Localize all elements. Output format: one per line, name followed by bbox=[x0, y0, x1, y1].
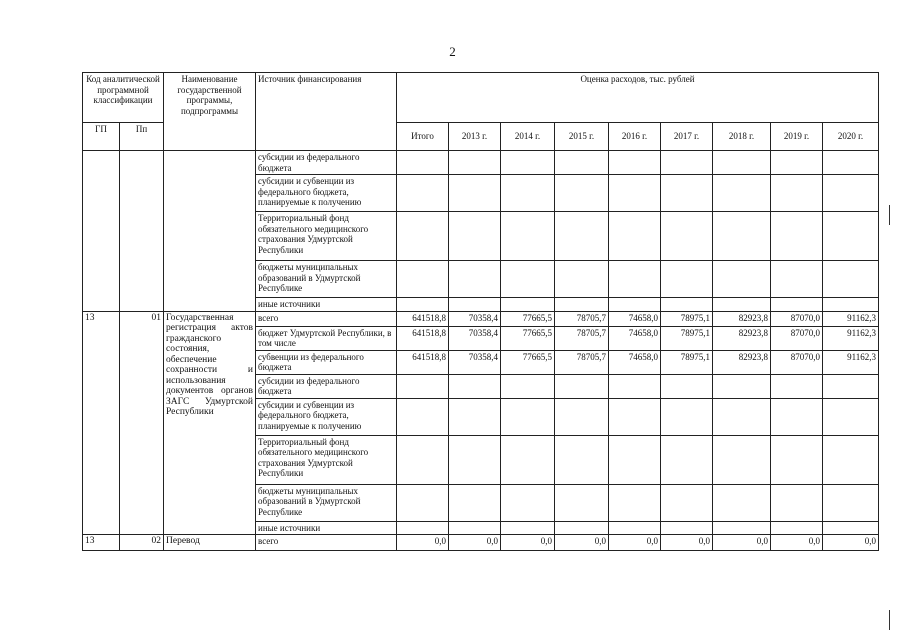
margin-mark bbox=[889, 610, 890, 630]
value-cell bbox=[661, 374, 713, 398]
value-cell bbox=[397, 151, 449, 175]
col-header-2014: 2014 г. bbox=[501, 123, 555, 151]
value-cell bbox=[449, 374, 501, 398]
value-cell bbox=[397, 374, 449, 398]
value-cell bbox=[609, 298, 661, 312]
col-header-2018: 2018 г. bbox=[713, 123, 771, 151]
source-cell: субсидии из федерального бюджета bbox=[256, 151, 397, 175]
value-cell bbox=[501, 298, 555, 312]
value-cell bbox=[501, 398, 555, 435]
value-cell bbox=[555, 435, 609, 484]
value-cell bbox=[661, 212, 713, 261]
pp-code: 02 bbox=[120, 535, 164, 551]
value-cell bbox=[713, 484, 771, 521]
source-cell: субсидии и субвенции из федерального бюджета, планируемые к получению bbox=[256, 175, 397, 212]
value-cell bbox=[609, 151, 661, 175]
gp-header: ГП bbox=[83, 123, 120, 151]
value-cell: 78975,1 bbox=[661, 326, 713, 350]
budget-table bbox=[82, 72, 879, 551]
value-cell bbox=[609, 374, 661, 398]
source-cell: бюджет Удмуртской Республики, в том числе bbox=[256, 326, 397, 350]
value-cell bbox=[449, 212, 501, 261]
estimate-header: Оценка расходов, тыс. рублей bbox=[397, 73, 879, 123]
value-cell: 77665,5 bbox=[501, 350, 555, 374]
value-cell: 641518,8 bbox=[397, 350, 449, 374]
value-cell bbox=[449, 521, 501, 535]
value-cell bbox=[501, 435, 555, 484]
value-cell bbox=[609, 398, 661, 435]
value-cell: 70358,4 bbox=[449, 350, 501, 374]
value-cell bbox=[823, 374, 879, 398]
value-cell bbox=[771, 435, 823, 484]
value-cell: 82923,8 bbox=[713, 326, 771, 350]
subprogram-name: Государственная регистрация актов гражданского состояния, обеспечение сохранности и использования документов органов ЗАГС Удмуртской Республики bbox=[164, 311, 256, 535]
value-cell bbox=[501, 484, 555, 521]
value-cell bbox=[555, 175, 609, 212]
value-cell bbox=[823, 151, 879, 175]
col-header-2016: 2016 г. bbox=[609, 123, 661, 151]
source-cell: всего bbox=[256, 311, 397, 326]
value-cell bbox=[449, 261, 501, 298]
value-cell bbox=[713, 398, 771, 435]
value-cell bbox=[771, 212, 823, 261]
value-cell: 0,0 bbox=[823, 535, 879, 551]
code-group-header: Код аналитической программной классификации bbox=[83, 73, 164, 123]
value-cell: 78975,1 bbox=[661, 350, 713, 374]
col-header-2017: 2017 г. bbox=[661, 123, 713, 151]
value-cell: 0,0 bbox=[771, 535, 823, 551]
value-cell bbox=[661, 484, 713, 521]
value-cell: 78705,7 bbox=[555, 326, 609, 350]
value-cell: 641518,8 bbox=[397, 311, 449, 326]
value-cell bbox=[501, 151, 555, 175]
value-cell: 74658,0 bbox=[609, 326, 661, 350]
source-cell: бюджеты муниципальных образований в Удмуртской Республике bbox=[256, 261, 397, 298]
gp-code: 13 bbox=[83, 535, 120, 551]
value-cell bbox=[823, 398, 879, 435]
value-cell bbox=[771, 398, 823, 435]
value-cell bbox=[555, 212, 609, 261]
value-cell: 91162,3 bbox=[823, 311, 879, 326]
value-cell: 74658,0 bbox=[609, 350, 661, 374]
value-cell: 0,0 bbox=[397, 535, 449, 551]
value-cell: 0,0 bbox=[555, 535, 609, 551]
value-cell bbox=[555, 151, 609, 175]
value-cell bbox=[555, 484, 609, 521]
source-cell: субсидии из федерального бюджета bbox=[256, 374, 397, 398]
page-number: 2 bbox=[449, 44, 456, 59]
value-cell: 74658,0 bbox=[609, 311, 661, 326]
value-cell bbox=[823, 298, 879, 312]
value-cell bbox=[609, 484, 661, 521]
value-cell bbox=[661, 521, 713, 535]
table-header bbox=[83, 73, 879, 151]
value-cell bbox=[449, 175, 501, 212]
value-cell bbox=[397, 175, 449, 212]
value-cell bbox=[449, 435, 501, 484]
col-header-2019: 2019 г. bbox=[771, 123, 823, 151]
subprogram-name: Перевод bbox=[164, 535, 256, 551]
value-cell bbox=[713, 175, 771, 212]
value-cell: 0,0 bbox=[713, 535, 771, 551]
table-body bbox=[83, 151, 879, 551]
value-cell bbox=[397, 298, 449, 312]
value-cell: 0,0 bbox=[501, 535, 555, 551]
value-cell bbox=[449, 151, 501, 175]
value-cell bbox=[713, 374, 771, 398]
value-cell bbox=[397, 521, 449, 535]
value-cell bbox=[823, 212, 879, 261]
value-cell bbox=[555, 398, 609, 435]
value-cell bbox=[609, 175, 661, 212]
table-row bbox=[83, 151, 879, 175]
margin-mark bbox=[889, 205, 890, 225]
value-cell: 641518,8 bbox=[397, 326, 449, 350]
gp-code: 13 bbox=[83, 311, 120, 535]
value-cell: 78705,7 bbox=[555, 311, 609, 326]
value-cell bbox=[555, 521, 609, 535]
value-cell bbox=[397, 398, 449, 435]
value-cell bbox=[449, 484, 501, 521]
value-cell bbox=[449, 398, 501, 435]
value-cell bbox=[713, 151, 771, 175]
value-cell bbox=[771, 261, 823, 298]
value-cell: 82923,8 bbox=[713, 311, 771, 326]
value-cell: 0,0 bbox=[449, 535, 501, 551]
source-cell: субвенции из федерального бюджета bbox=[256, 350, 397, 374]
value-cell bbox=[823, 521, 879, 535]
value-cell: 77665,5 bbox=[501, 326, 555, 350]
value-cell bbox=[501, 212, 555, 261]
pp-code: 01 bbox=[120, 311, 164, 535]
value-cell bbox=[609, 435, 661, 484]
value-cell: 87070,0 bbox=[771, 311, 823, 326]
source-cell: Территориальный фонд обязательного медицинского страхования Удмуртской Республики bbox=[256, 212, 397, 261]
source-header: Источник финансирования bbox=[256, 73, 397, 151]
value-cell bbox=[771, 298, 823, 312]
value-cell: 0,0 bbox=[661, 535, 713, 551]
program-name-header: Наименование государственной программы, подпрограммы bbox=[164, 73, 256, 151]
value-cell bbox=[771, 484, 823, 521]
program-name-cell bbox=[164, 151, 256, 312]
source-cell: иные источники bbox=[256, 298, 397, 312]
value-cell bbox=[661, 175, 713, 212]
value-cell bbox=[823, 261, 879, 298]
col-header-2015: 2015 г. bbox=[555, 123, 609, 151]
value-cell bbox=[397, 261, 449, 298]
value-cell bbox=[449, 298, 501, 312]
value-cell bbox=[609, 261, 661, 298]
col-header-total: Итого bbox=[397, 123, 449, 151]
pp-header: Пп bbox=[120, 123, 164, 151]
value-cell bbox=[713, 261, 771, 298]
value-cell bbox=[713, 212, 771, 261]
value-cell bbox=[823, 175, 879, 212]
value-cell bbox=[771, 151, 823, 175]
source-cell: Территориальный фонд обязательного медицинского страхования Удмуртской Республики bbox=[256, 435, 397, 484]
value-cell: 78705,7 bbox=[555, 350, 609, 374]
value-cell bbox=[713, 435, 771, 484]
value-cell bbox=[823, 435, 879, 484]
value-cell bbox=[555, 298, 609, 312]
value-cell bbox=[713, 298, 771, 312]
value-cell: 87070,0 bbox=[771, 326, 823, 350]
source-cell: субсидии и субвенции из федерального бюджета, планируемые к получению bbox=[256, 398, 397, 435]
col-header-2013: 2013 г. bbox=[449, 123, 501, 151]
value-cell bbox=[397, 212, 449, 261]
value-cell: 91162,3 bbox=[823, 350, 879, 374]
value-cell bbox=[501, 521, 555, 535]
table-row bbox=[83, 535, 879, 551]
value-cell bbox=[713, 521, 771, 535]
value-cell bbox=[823, 484, 879, 521]
value-cell bbox=[661, 298, 713, 312]
value-cell: 70358,4 bbox=[449, 311, 501, 326]
value-cell bbox=[609, 521, 661, 535]
value-cell bbox=[397, 435, 449, 484]
col-header-2020: 2020 г. bbox=[823, 123, 879, 151]
value-cell bbox=[661, 398, 713, 435]
value-cell bbox=[661, 151, 713, 175]
value-cell bbox=[501, 374, 555, 398]
value-cell bbox=[661, 261, 713, 298]
value-cell: 70358,4 bbox=[449, 326, 501, 350]
pp-cell bbox=[120, 151, 164, 312]
value-cell bbox=[609, 212, 661, 261]
value-cell: 77665,5 bbox=[501, 311, 555, 326]
value-cell bbox=[501, 175, 555, 212]
source-cell: бюджеты муниципальных образований в Удмуртской Республике bbox=[256, 484, 397, 521]
source-cell: всего bbox=[256, 535, 397, 551]
value-cell bbox=[397, 484, 449, 521]
source-cell: иные источники bbox=[256, 521, 397, 535]
value-cell bbox=[771, 521, 823, 535]
value-cell bbox=[555, 261, 609, 298]
value-cell: 78975,1 bbox=[661, 311, 713, 326]
value-cell: 87070,0 bbox=[771, 350, 823, 374]
value-cell bbox=[771, 374, 823, 398]
value-cell bbox=[661, 435, 713, 484]
value-cell bbox=[501, 261, 555, 298]
value-cell bbox=[555, 374, 609, 398]
value-cell bbox=[771, 175, 823, 212]
value-cell: 91162,3 bbox=[823, 326, 879, 350]
value-cell: 0,0 bbox=[609, 535, 661, 551]
gp-cell bbox=[83, 151, 120, 312]
value-cell: 82923,8 bbox=[713, 350, 771, 374]
table-row bbox=[83, 311, 879, 326]
